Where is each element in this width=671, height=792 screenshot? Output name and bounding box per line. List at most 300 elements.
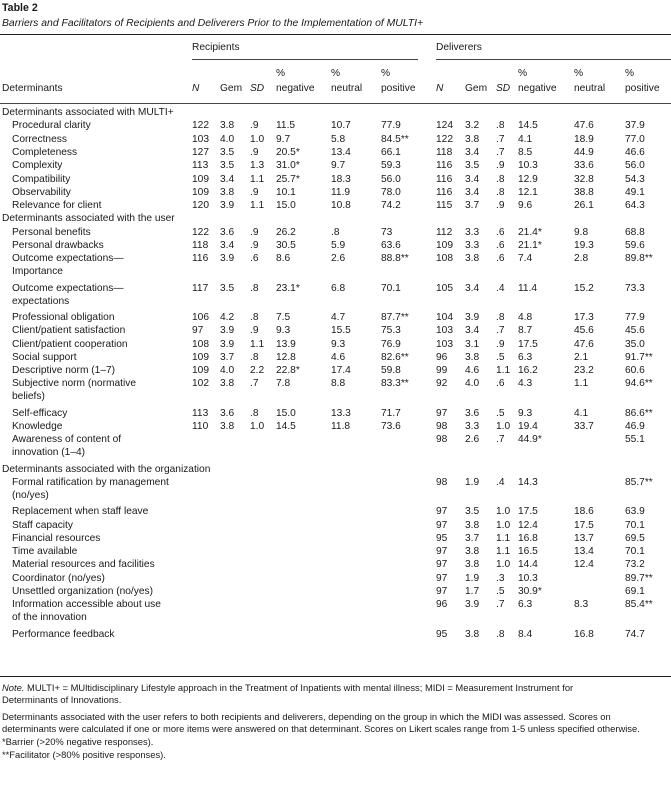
cell-recipients-neg: 14.5 bbox=[276, 421, 296, 432]
cell-recipients-sd: 2.2 bbox=[250, 365, 265, 377]
cell-recipients-neg: 10.1 bbox=[276, 186, 296, 198]
cell-recipients-neu: 11.8 bbox=[331, 421, 351, 432]
cell-deliverers-neu: 15.2 bbox=[574, 282, 594, 294]
row-label: Client/patient satisfaction bbox=[12, 325, 126, 337]
cell-deliverers-neu: 44.9 bbox=[574, 146, 594, 158]
header-deliverers-neu: neutral bbox=[574, 83, 606, 94]
cell-deliverers-pos: 70.1 bbox=[625, 546, 645, 558]
row-label: Correctness bbox=[12, 133, 67, 145]
cell-deliverers-neu: 33.7 bbox=[574, 421, 594, 432]
cell-deliverers-gem: 3.9 bbox=[465, 599, 480, 611]
cell-deliverers-pos: 73.3 bbox=[625, 282, 645, 294]
group-header-deliverers: Deliverers bbox=[436, 42, 482, 53]
cell-recipients-sd: .9 bbox=[250, 120, 259, 132]
table-note-4: **Facilitator (>80% positive responses). bbox=[2, 749, 166, 760]
cell-deliverers-n: 98 bbox=[436, 434, 448, 446]
cell-deliverers-n: 97 bbox=[436, 586, 448, 597]
cell-recipients-neg: 15.0 bbox=[276, 200, 296, 212]
row-label: Client/patient cooperation bbox=[12, 338, 128, 350]
cell-recipients-n: 127 bbox=[192, 146, 209, 158]
cell-deliverers-neg: 30.9* bbox=[518, 586, 542, 597]
cell-deliverers-gem: 3.1 bbox=[465, 338, 480, 350]
cell-deliverers-pos: 54.3 bbox=[625, 173, 645, 185]
cell-recipients-gem: 3.5 bbox=[220, 160, 235, 172]
cell-deliverers-neg: 9.3 bbox=[518, 407, 533, 419]
cell-recipients-neu: 2.6 bbox=[331, 253, 346, 265]
cell-deliverers-pos: 74.7 bbox=[625, 628, 645, 640]
cell-recipients-neu: 18.3 bbox=[331, 173, 351, 185]
cell-deliverers-sd: .9 bbox=[496, 160, 505, 172]
cell-recipients-n: 118 bbox=[192, 240, 209, 251]
cell-recipients-n: 97 bbox=[192, 325, 204, 337]
cell-recipients-pos: 83.3** bbox=[381, 378, 409, 390]
cell-recipients-pos: 84.5** bbox=[381, 133, 409, 145]
cell-recipients-n: 117 bbox=[192, 282, 209, 294]
cell-deliverers-pos: 60.6 bbox=[625, 365, 645, 377]
cell-deliverers-pos: 55.1 bbox=[625, 434, 645, 446]
table-note-1 bbox=[2, 682, 573, 693]
cell-recipients-neg: 11.5 bbox=[276, 120, 296, 132]
cell-deliverers-sd: 1.0 bbox=[496, 421, 511, 432]
cell-recipients-pos: 77.9 bbox=[381, 120, 401, 132]
cell-deliverers-n: 92 bbox=[436, 378, 448, 390]
cell-recipients-pos: 87.7** bbox=[381, 311, 409, 323]
cell-deliverers-neg: 17.5 bbox=[518, 506, 538, 518]
cell-deliverers-neu: 2.8 bbox=[574, 253, 589, 265]
cell-recipients-neg: 25.7* bbox=[276, 173, 300, 185]
cell-deliverers-sd: .9 bbox=[496, 200, 505, 212]
cell-deliverers-sd: .6 bbox=[496, 253, 505, 265]
cell-recipients-n: 113 bbox=[192, 407, 209, 419]
header-deliverers-n: N bbox=[436, 83, 444, 94]
cell-recipients-pos: 66.1 bbox=[381, 146, 401, 158]
table-title: Table 2 bbox=[2, 2, 38, 14]
row-label: Complexity bbox=[12, 160, 63, 172]
cell-recipients-gem: 3.9 bbox=[220, 200, 235, 212]
cell-recipients-sd: .9 bbox=[250, 325, 259, 337]
cell-deliverers-n: 116 bbox=[436, 173, 453, 185]
cell-deliverers-neg: 16.5 bbox=[518, 546, 538, 558]
cell-deliverers-n: 98 bbox=[436, 476, 448, 488]
cell-recipients-neu: 17.4 bbox=[331, 365, 351, 377]
section-header: Determinants associated with MULTI+ bbox=[2, 107, 174, 118]
cell-deliverers-neu: 18.6 bbox=[574, 506, 594, 518]
table-note-2: Determinants associated with the user refers to both recipients and deliverers, depending on the group in which the MIDI was assessed. Scores on bbox=[2, 711, 611, 722]
row-label-continued: Importance bbox=[12, 266, 63, 278]
cell-deliverers-pos: 94.6** bbox=[625, 378, 653, 390]
cell-recipients-n: 122 bbox=[192, 120, 209, 132]
cell-recipients-pos: 56.0 bbox=[381, 173, 401, 185]
row-label: Personal benefits bbox=[12, 226, 91, 238]
cell-recipients-n: 109 bbox=[192, 365, 209, 377]
cell-deliverers-gem: 3.6 bbox=[465, 407, 480, 419]
cell-deliverers-n: 116 bbox=[436, 186, 453, 198]
header-recipients-gem: Gem bbox=[220, 83, 243, 94]
cell-deliverers-n: 116 bbox=[436, 160, 453, 172]
bottom-rule bbox=[0, 676, 671, 677]
cell-deliverers-sd: .7 bbox=[496, 599, 505, 611]
cell-deliverers-n: 112 bbox=[436, 226, 453, 238]
cell-deliverers-gem: 3.4 bbox=[465, 186, 480, 198]
header-recipients-pos: positive bbox=[381, 83, 416, 94]
cell-deliverers-sd: .8 bbox=[496, 628, 505, 640]
cell-deliverers-neg: 16.2 bbox=[518, 365, 538, 377]
cell-deliverers-sd: .6 bbox=[496, 226, 505, 238]
cell-deliverers-n: 96 bbox=[436, 599, 448, 611]
cell-deliverers-pos: 64.3 bbox=[625, 200, 645, 212]
cell-recipients-neu: 5.9 bbox=[331, 240, 346, 251]
header-recipients-neg: negative bbox=[276, 83, 315, 94]
cell-deliverers-n: 97 bbox=[436, 407, 448, 419]
cell-recipients-n: 102 bbox=[192, 378, 209, 390]
cell-recipients-neu: 13.4 bbox=[331, 146, 351, 158]
header-deliverers-pos: positive bbox=[625, 83, 660, 94]
cell-recipients-neg: 7.8 bbox=[276, 378, 291, 390]
cell-deliverers-n: 95 bbox=[436, 532, 448, 544]
header-determinants: Determinants bbox=[2, 83, 63, 94]
cell-deliverers-neg: 14.5 bbox=[518, 120, 538, 132]
cell-deliverers-neg: 6.3 bbox=[518, 351, 533, 363]
cell-deliverers-neg: 10.3 bbox=[518, 160, 538, 172]
row-label: Compatibility bbox=[12, 173, 71, 185]
cell-deliverers-pos: 46.9 bbox=[625, 421, 645, 432]
cell-deliverers-sd: 1.1 bbox=[496, 532, 511, 544]
cell-deliverers-pos: 56.0 bbox=[625, 160, 645, 172]
cell-deliverers-pos: 68.8 bbox=[625, 226, 645, 238]
row-label: Material resources and facilities bbox=[12, 559, 155, 571]
cell-deliverers-gem: 3.4 bbox=[465, 173, 480, 185]
cell-deliverers-neu: 13.4 bbox=[574, 546, 594, 558]
cell-recipients-gem: 3.6 bbox=[220, 407, 235, 419]
cell-recipients-gem: 3.8 bbox=[220, 378, 235, 390]
cell-deliverers-pos: 77.9 bbox=[625, 311, 645, 323]
cell-deliverers-sd: 1.0 bbox=[496, 519, 511, 531]
cell-deliverers-neu: 23.2 bbox=[574, 365, 594, 377]
cell-deliverers-n: 99 bbox=[436, 365, 448, 377]
cell-deliverers-n: 109 bbox=[436, 240, 453, 251]
cell-recipients-sd: .6 bbox=[250, 253, 259, 265]
cell-deliverers-neg: 4.1 bbox=[518, 133, 533, 145]
cell-deliverers-neg: 8.4 bbox=[518, 628, 533, 640]
cell-deliverers-sd: .5 bbox=[496, 351, 505, 363]
header-deliverers-sd: SD bbox=[496, 83, 511, 94]
cell-deliverers-n: 105 bbox=[436, 282, 453, 294]
cell-deliverers-neg: 17.5 bbox=[518, 338, 538, 350]
cell-recipients-sd: 1.0 bbox=[250, 421, 265, 432]
cell-deliverers-pos: 70.1 bbox=[625, 519, 645, 531]
cell-recipients-neg: 30.5 bbox=[276, 240, 296, 251]
cell-deliverers-pos: 46.6 bbox=[625, 146, 645, 158]
cell-recipients-n: 113 bbox=[192, 160, 209, 172]
cell-deliverers-sd: .4 bbox=[496, 282, 505, 294]
cell-recipients-gem: 3.8 bbox=[220, 421, 235, 432]
cell-deliverers-sd: 1.1 bbox=[496, 546, 511, 558]
cell-deliverers-pos: 85.7** bbox=[625, 476, 653, 488]
cell-recipients-pos: 76.9 bbox=[381, 338, 401, 350]
cell-recipients-pos: 88.8** bbox=[381, 253, 409, 265]
cell-recipients-neg: 13.9 bbox=[276, 338, 296, 350]
cell-deliverers-neg: 12.4 bbox=[518, 519, 538, 531]
cell-deliverers-n: 95 bbox=[436, 628, 448, 640]
cell-recipients-neg: 9.7 bbox=[276, 133, 291, 145]
row-label: Self-efficacy bbox=[12, 407, 68, 419]
row-label: Coordinator (no/yes) bbox=[12, 572, 105, 584]
row-label-continued: innovation (1–4) bbox=[12, 447, 86, 459]
cell-recipients-n: 109 bbox=[192, 173, 209, 185]
cell-deliverers-gem: 3.7 bbox=[465, 532, 480, 544]
cell-deliverers-gem: 3.5 bbox=[465, 506, 480, 518]
cell-deliverers-neu: 4.1 bbox=[574, 407, 589, 419]
cell-deliverers-gem: 3.9 bbox=[465, 311, 480, 323]
cell-recipients-neu: 11.9 bbox=[331, 186, 351, 198]
cell-deliverers-n: 97 bbox=[436, 546, 448, 558]
cell-recipients-neu: 4.6 bbox=[331, 351, 346, 363]
cell-recipients-gem: 3.8 bbox=[220, 120, 235, 132]
cell-deliverers-neu: 45.6 bbox=[574, 325, 594, 337]
cell-deliverers-neg: 9.6 bbox=[518, 200, 533, 212]
cell-deliverers-n: 97 bbox=[436, 506, 448, 518]
cell-recipients-n: 122 bbox=[192, 226, 209, 238]
cell-deliverers-sd: .6 bbox=[496, 378, 505, 390]
cell-recipients-pos: 73 bbox=[381, 226, 393, 238]
cell-deliverers-neg: 10.3 bbox=[518, 572, 538, 584]
cell-deliverers-pos: 35.0 bbox=[625, 338, 645, 350]
header-recipients-neu: neutral bbox=[331, 83, 363, 94]
cell-recipients-sd: .9 bbox=[250, 240, 259, 251]
cell-recipients-sd: .7 bbox=[250, 378, 259, 390]
cell-recipients-gem: 3.9 bbox=[220, 325, 235, 337]
section-header: Determinants associated with the organization bbox=[2, 463, 211, 475]
section-header: Determinants associated with the user bbox=[2, 213, 175, 225]
cell-deliverers-pos: 45.6 bbox=[625, 325, 645, 337]
row-label: Procedural clarity bbox=[12, 120, 91, 132]
cell-deliverers-sd: 1.0 bbox=[496, 559, 511, 571]
cell-recipients-gem: 3.5 bbox=[220, 146, 235, 158]
cell-deliverers-neu: 19.3 bbox=[574, 240, 594, 251]
cell-recipients-pos: 59.8 bbox=[381, 365, 401, 377]
cell-recipients-sd: 1.1 bbox=[250, 173, 265, 185]
cell-deliverers-pos: 63.9 bbox=[625, 506, 645, 518]
header-deliverers-gem: Gem bbox=[465, 83, 488, 94]
group-rule-deliverers bbox=[436, 59, 671, 60]
cell-recipients-neg: 15.0 bbox=[276, 407, 296, 419]
cell-deliverers-neg: 21.4* bbox=[518, 226, 542, 238]
cell-recipients-gem: 3.6 bbox=[220, 226, 235, 238]
header-recipients-pos-pct: % bbox=[381, 68, 391, 79]
cell-deliverers-gem: 3.8 bbox=[465, 628, 480, 640]
cell-deliverers-neu: 26.1 bbox=[574, 200, 594, 212]
cell-deliverers-pos: 37.9 bbox=[625, 120, 645, 132]
header-rule bbox=[0, 103, 671, 104]
cell-deliverers-pos: 89.8** bbox=[625, 253, 653, 265]
cell-deliverers-sd: .9 bbox=[496, 338, 505, 350]
cell-deliverers-neu: 17.5 bbox=[574, 519, 594, 531]
cell-recipients-pos: 63.6 bbox=[381, 240, 401, 251]
cell-recipients-gem: 3.7 bbox=[220, 351, 235, 363]
cell-deliverers-neg: 44.9* bbox=[518, 434, 542, 446]
cell-recipients-neu: 13.3 bbox=[331, 407, 351, 419]
cell-deliverers-pos: 77.0 bbox=[625, 133, 645, 145]
cell-deliverers-gem: 3.3 bbox=[465, 226, 480, 238]
header-recipients-n: N bbox=[192, 83, 200, 94]
cell-recipients-neu: 10.8 bbox=[331, 200, 351, 212]
cell-deliverers-neg: 4.3 bbox=[518, 378, 533, 390]
cell-recipients-gem: 3.4 bbox=[220, 173, 235, 185]
cell-deliverers-n: 98 bbox=[436, 421, 448, 432]
cell-deliverers-gem: 4.0 bbox=[465, 378, 480, 390]
cell-deliverers-gem: 3.8 bbox=[465, 546, 480, 558]
cell-deliverers-neg: 6.3 bbox=[518, 599, 533, 611]
cell-deliverers-neg: 12.9 bbox=[518, 173, 538, 185]
header-deliverers-pos-pct: % bbox=[625, 68, 635, 79]
row-label: Time available bbox=[12, 546, 78, 558]
row-label-continued: (no/yes) bbox=[12, 489, 49, 501]
cell-deliverers-sd: .7 bbox=[496, 325, 505, 337]
cell-recipients-neg: 9.3 bbox=[276, 325, 291, 337]
cell-deliverers-sd: .5 bbox=[496, 586, 505, 597]
cell-recipients-neu: 5.8 bbox=[331, 133, 346, 145]
cell-deliverers-sd: .8 bbox=[496, 173, 505, 185]
cell-recipients-n: 116 bbox=[192, 253, 209, 265]
cell-recipients-neg: 7.5 bbox=[276, 311, 291, 323]
cell-deliverers-pos: 49.1 bbox=[625, 186, 645, 198]
row-label: Personal drawbacks bbox=[12, 240, 104, 251]
table-note-1b: Determinants of Innovations. bbox=[2, 694, 122, 705]
cell-deliverers-neu: 12.4 bbox=[574, 559, 594, 571]
cell-deliverers-pos: 69.1 bbox=[625, 586, 645, 597]
cell-deliverers-pos: 89.7** bbox=[625, 572, 653, 584]
cell-deliverers-neg: 16.8 bbox=[518, 532, 538, 544]
cell-recipients-pos: 78.0 bbox=[381, 186, 401, 198]
cell-deliverers-gem: 3.8 bbox=[465, 559, 480, 571]
cell-recipients-sd: .9 bbox=[250, 146, 259, 158]
cell-recipients-neg: 26.2 bbox=[276, 226, 296, 238]
cell-recipients-pos: 73.6 bbox=[381, 421, 401, 432]
cell-recipients-neg: 23.1* bbox=[276, 282, 300, 294]
cell-recipients-gem: 4.0 bbox=[220, 133, 235, 145]
cell-deliverers-n: 124 bbox=[436, 120, 453, 132]
row-label: Financial resources bbox=[12, 532, 101, 544]
cell-deliverers-n: 108 bbox=[436, 253, 453, 265]
row-label-continued: of the innovation bbox=[12, 612, 87, 624]
cell-deliverers-n: 97 bbox=[436, 559, 448, 571]
cell-deliverers-sd: .5 bbox=[496, 407, 505, 419]
cell-recipients-neu: 10.7 bbox=[331, 120, 351, 132]
cell-deliverers-neu: 17.3 bbox=[574, 311, 594, 323]
cell-recipients-neu: 4.7 bbox=[331, 311, 346, 323]
cell-recipients-neu: .8 bbox=[331, 226, 340, 238]
cell-recipients-n: 108 bbox=[192, 338, 209, 350]
row-label: Completeness bbox=[12, 146, 78, 158]
cell-deliverers-sd: .7 bbox=[496, 146, 505, 158]
cell-deliverers-pos: 86.6** bbox=[625, 407, 653, 419]
cell-recipients-sd: 1.3 bbox=[250, 160, 265, 172]
cell-deliverers-n: 115 bbox=[436, 200, 453, 212]
cell-recipients-n: 106 bbox=[192, 311, 209, 323]
cell-deliverers-pos: 59.6 bbox=[625, 240, 645, 251]
cell-recipients-sd: .8 bbox=[250, 407, 259, 419]
cell-deliverers-neu: 47.6 bbox=[574, 120, 594, 132]
header-recipients-neu-pct: % bbox=[331, 68, 341, 79]
cell-deliverers-pos: 69.5 bbox=[625, 532, 645, 544]
cell-deliverers-neg: 4.8 bbox=[518, 311, 533, 323]
cell-recipients-pos: 74.2 bbox=[381, 200, 401, 212]
cell-deliverers-sd: .3 bbox=[496, 572, 505, 584]
note-text-1: MULTI+ = MUltidisciplinary Lifestyle approach in the Treatment of Inpatients with mental illness; MIDI = Measurement Instrument for bbox=[24, 682, 574, 693]
header-deliverers-neu-pct: % bbox=[574, 68, 584, 79]
cell-deliverers-pos: 73.2 bbox=[625, 559, 645, 571]
cell-deliverers-n: 104 bbox=[436, 311, 453, 323]
table-note-3: *Barrier (>20% negative responses). bbox=[2, 736, 154, 747]
cell-recipients-n: 120 bbox=[192, 200, 209, 212]
cell-recipients-gem: 3.8 bbox=[220, 186, 235, 198]
cell-deliverers-gem: 3.3 bbox=[465, 240, 480, 251]
cell-deliverers-neu: 18.9 bbox=[574, 133, 594, 145]
cell-deliverers-neg: 19.4 bbox=[518, 421, 538, 432]
cell-recipients-pos: 59.3 bbox=[381, 160, 401, 172]
cell-recipients-sd: .9 bbox=[250, 186, 259, 198]
cell-deliverers-gem: 3.7 bbox=[465, 200, 480, 212]
row-label: Outcome expectations— bbox=[12, 253, 124, 265]
cell-deliverers-sd: .7 bbox=[496, 434, 505, 446]
group-header-recipients: Recipients bbox=[192, 42, 240, 53]
cell-recipients-gem: 3.4 bbox=[220, 240, 235, 251]
cell-deliverers-gem: 1.7 bbox=[465, 586, 480, 597]
cell-deliverers-n: 103 bbox=[436, 325, 453, 337]
cell-deliverers-gem: 2.6 bbox=[465, 434, 480, 446]
cell-deliverers-n: 103 bbox=[436, 338, 453, 350]
cell-recipients-gem: 4.0 bbox=[220, 365, 235, 377]
row-label: Formal ratification by management bbox=[12, 476, 169, 488]
cell-deliverers-neu: 8.3 bbox=[574, 599, 589, 611]
cell-recipients-neu: 6.8 bbox=[331, 282, 346, 294]
top-rule bbox=[0, 34, 671, 35]
row-label: Subjective norm (normative bbox=[12, 378, 136, 390]
cell-recipients-neg: 20.5* bbox=[276, 146, 300, 158]
cell-recipients-neu: 9.7 bbox=[331, 160, 346, 172]
cell-recipients-gem: 4.2 bbox=[220, 311, 235, 323]
cell-deliverers-neu: 33.6 bbox=[574, 160, 594, 172]
cell-recipients-sd: 1.1 bbox=[250, 338, 265, 350]
row-label: Performance feedback bbox=[12, 628, 115, 640]
header-recipients-sd: SD bbox=[250, 83, 265, 94]
cell-recipients-sd: .8 bbox=[250, 311, 259, 323]
cell-deliverers-sd: .8 bbox=[496, 311, 505, 323]
row-label: Relevance for client bbox=[12, 200, 102, 212]
cell-deliverers-gem: 3.3 bbox=[465, 421, 480, 432]
row-label: Professional obligation bbox=[12, 311, 115, 323]
cell-deliverers-n: 97 bbox=[436, 572, 448, 584]
table-caption: Barriers and Facilitators of Recipients and Deliverers Prior to the Implementation of MULTI+ bbox=[2, 18, 424, 29]
cell-deliverers-gem: 3.5 bbox=[465, 160, 480, 172]
row-label: Information accessible about use bbox=[12, 599, 161, 611]
cell-recipients-pos: 75.3 bbox=[381, 325, 401, 337]
header-deliverers-neg-pct: % bbox=[518, 68, 528, 79]
cell-recipients-n: 110 bbox=[192, 421, 209, 432]
cell-deliverers-gem: 3.4 bbox=[465, 282, 480, 294]
row-label: Awareness of content of bbox=[12, 434, 122, 446]
cell-recipients-neu: 9.3 bbox=[331, 338, 346, 350]
row-label: Replacement when staff leave bbox=[12, 506, 149, 518]
cell-deliverers-neu: 2.1 bbox=[574, 351, 589, 363]
cell-deliverers-gem: 4.6 bbox=[465, 365, 480, 377]
cell-recipients-sd: 1.1 bbox=[250, 200, 265, 212]
cell-recipients-neg: 12.8 bbox=[276, 351, 296, 363]
header-deliverers-neg: negative bbox=[518, 83, 557, 94]
cell-deliverers-n: 97 bbox=[436, 519, 448, 531]
cell-recipients-n: 109 bbox=[192, 351, 209, 363]
table-note-2b: determinants were calculated if one or more items were answered on that determinant. Scores on Likert scales range from 1-5 unless specified otherwise. bbox=[2, 723, 640, 734]
